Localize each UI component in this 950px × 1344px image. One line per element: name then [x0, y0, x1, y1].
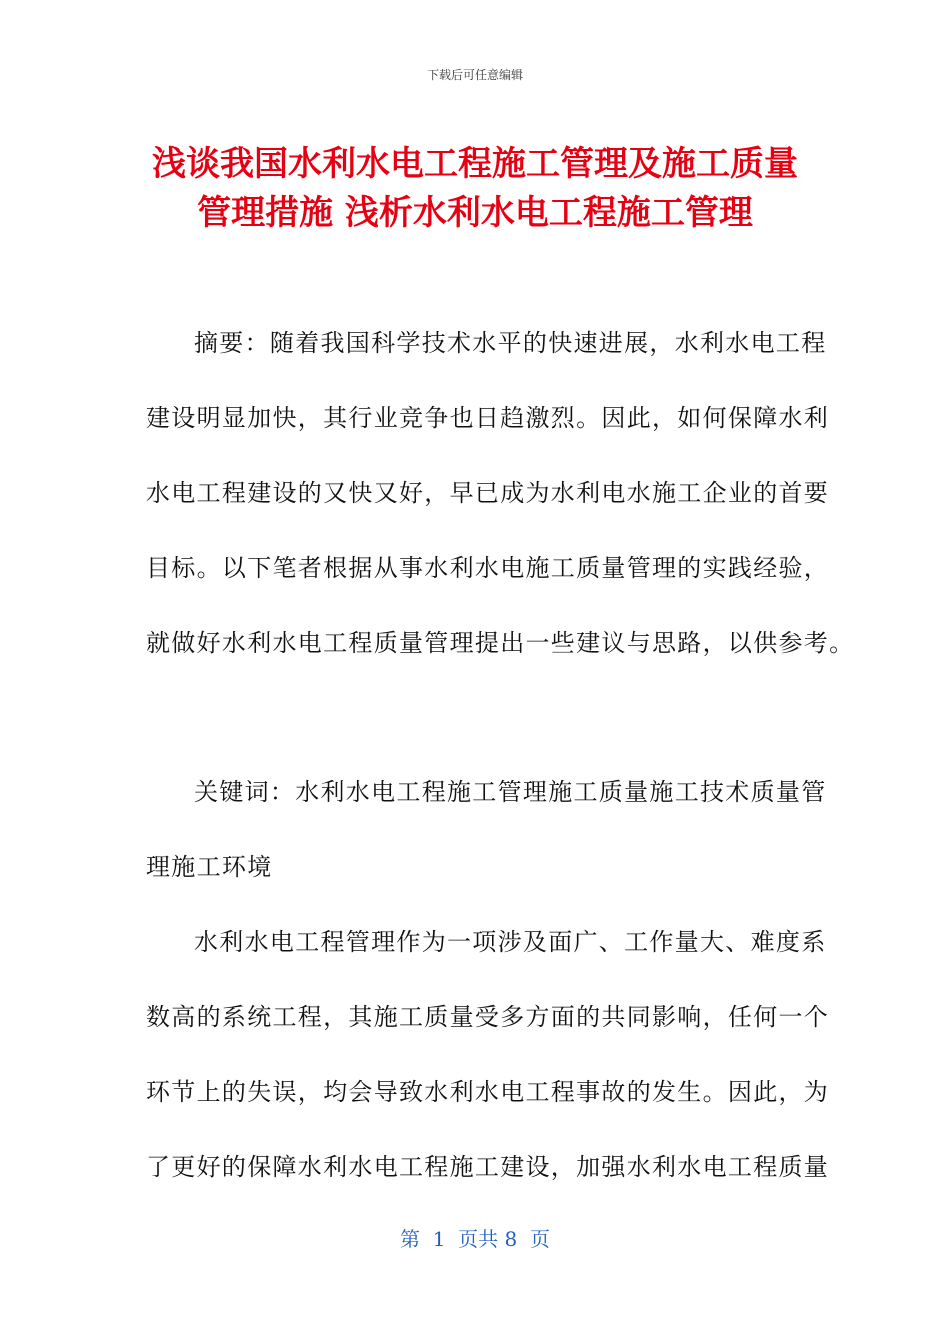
abstract-line: 目标。以下笔者根据从事水利水电施工质量管理的实践经验， [146, 554, 830, 582]
body-line: 环节上的失误，均会导致水利水电工程事故的发生。因此，为 [146, 1078, 830, 1106]
title-line: 浅谈我国水利水电工程施工管理及施工质量 [152, 144, 798, 184]
body-line: 数高的系统工程，其施工质量受多方面的共同影响，任何一个 [146, 1003, 830, 1031]
abstract-line: 就做好水利水电工程质量管理提出一些建议与思路，以供参考。 [146, 629, 855, 657]
document-title [100, 140, 850, 238]
keywords-line: 理施工环境 [146, 853, 273, 881]
body-line: 水利水电工程管理作为一项涉及面广、工作量大、难度系 [194, 928, 827, 956]
abstract-line: 建设明显加快，其行业竞争也日趋激烈。因此，如何保障水利 [146, 404, 830, 432]
abstract-line: 水电工程建设的又快又好，早已成为水利电水施工企业的首要 [146, 479, 830, 507]
abstract-line: 摘要：随着我国科学技术水平的快速进展，水利水电工程 [194, 329, 827, 357]
body-line: 了更好的保障水利水电工程施工建设，加强水利水电工程质量 [146, 1153, 830, 1181]
keywords-line: 关键词：水利水电工程施工管理施工质量施工技术质量管 [194, 778, 827, 806]
page-number: 第 1 页共 8 页 [400, 1227, 550, 1251]
title-line: 管理措施 浅析水利水电工程施工管理 [197, 193, 753, 233]
header-note: 下载后可任意编辑 [426, 68, 523, 82]
